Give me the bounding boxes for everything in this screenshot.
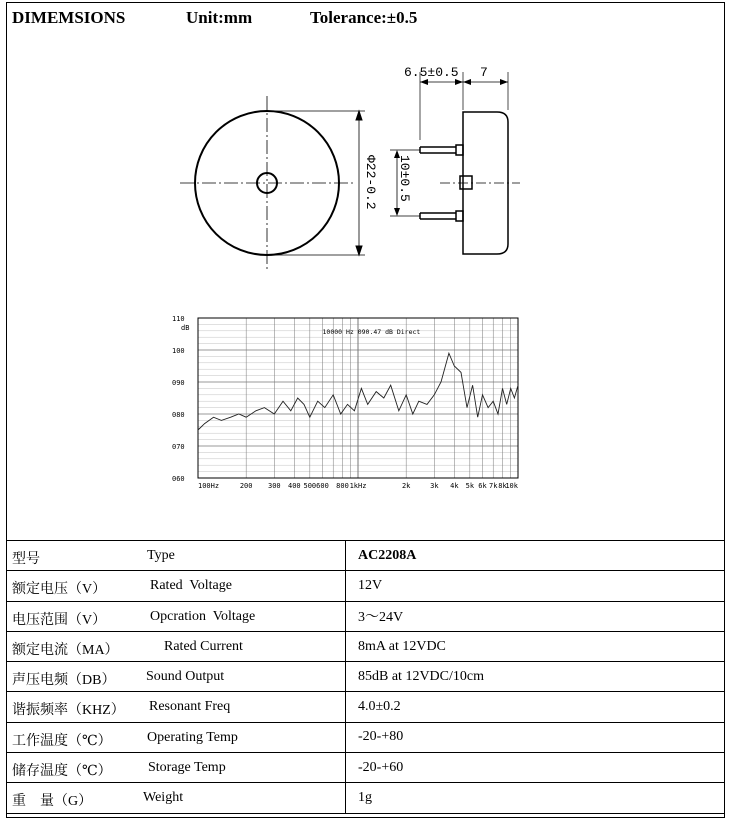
spec-label-cell — [7, 783, 346, 813]
spec-value: -20-+60 — [346, 753, 725, 783]
y-tick-label: 060 — [172, 475, 185, 483]
spec-table — [6, 540, 725, 814]
dimensions-title: DIMEMSIONS — [12, 8, 126, 27]
spec-label-cell — [7, 692, 346, 722]
spec-label-en: Type — [147, 548, 175, 563]
x-tick-label: 600 — [316, 482, 329, 490]
x-tick-label: 4k — [450, 482, 459, 490]
spec-row — [7, 662, 725, 692]
unit-label: Unit:mm — [186, 8, 253, 27]
spec-label-en: Opcration Voltage — [150, 608, 256, 624]
chart-note: 10000 Hz 090.47 dB Direct — [322, 328, 421, 336]
spec-value: 1g — [346, 783, 725, 813]
pin-spacing-dimension: 10±0.5 — [397, 155, 412, 202]
y-tick-label: 080 — [172, 411, 185, 419]
spec-label-en: Sound Output — [146, 669, 225, 685]
spec-label-cn: 额定电流（MA） — [12, 642, 119, 658]
dimension-drawing — [0, 0, 731, 300]
x-tick-label: 800 — [336, 482, 349, 490]
x-tick-label: 7k — [488, 482, 498, 490]
pin-offset-dimension: 6.5±0.5 — [404, 65, 459, 80]
spec-label-cn: 声压电频（DB） — [12, 673, 116, 689]
spec-label-en: Storage Temp — [148, 760, 226, 776]
spec-value: 85dB at 12VDC/10cm — [346, 662, 725, 692]
spec-label-en: Weight — [143, 790, 184, 806]
spec-row — [7, 722, 725, 752]
spec-label-cn: 电压范围（V） — [12, 612, 107, 628]
spec-row — [7, 601, 725, 631]
x-tick-label: 5k — [465, 482, 475, 490]
y-tick-label: 070 — [172, 443, 185, 451]
spec-label-cell — [7, 753, 346, 783]
frequency-response-chart — [170, 310, 530, 495]
tolerance-label: Tolerance:±0.5 — [310, 8, 418, 27]
spec-label-en: Rated Current — [164, 638, 243, 654]
depth-dimension: 7 — [480, 65, 488, 80]
x-tick-label: 100Hz — [198, 482, 220, 490]
spec-label-cell — [7, 631, 346, 661]
spec-row — [7, 783, 725, 813]
x-tick-label: 2k — [401, 482, 411, 490]
y-tick-label: 090 — [172, 379, 185, 387]
spec-label-cn: 储存温度（℃） — [12, 764, 112, 780]
x-tick-label: 3k — [430, 482, 439, 490]
spec-label-cell — [7, 662, 346, 692]
x-tick-label: 8k — [498, 482, 507, 490]
x-tick-label: 6k — [478, 482, 487, 490]
x-tick-label: 10k — [505, 482, 518, 490]
spec-label-cn: 谐振频率（KHZ） — [12, 703, 125, 719]
spec-row — [7, 692, 725, 722]
x-tick-label: 1kHz — [349, 482, 367, 490]
spec-value: -20-+80 — [346, 722, 725, 752]
x-tick-label: 300 — [268, 482, 281, 490]
spec-value: 3～24V — [346, 601, 725, 631]
spec-label-en: Resonant Freq — [149, 699, 231, 715]
y-tick-label: 110 — [172, 315, 185, 323]
spec-label-cell — [7, 541, 346, 571]
spec-value: 8mA at 12VDC — [346, 631, 725, 661]
spec-row — [7, 541, 725, 571]
spec-label-cn: 型号 — [12, 552, 40, 567]
spec-label-en: Rated Voltage — [150, 578, 232, 594]
spec-row — [7, 571, 725, 601]
y-tick-label: 100 — [172, 347, 185, 355]
spec-value: 4.0±0.2 — [346, 692, 725, 722]
y-axis-label: dB — [181, 324, 190, 332]
spec-label-cn: 重 量（G） — [12, 794, 93, 810]
spec-row — [7, 631, 725, 661]
front-view — [180, 96, 365, 270]
x-tick-label: 400 — [288, 482, 301, 490]
spec-label-cn: 工作温度（℃） — [12, 733, 112, 749]
x-tick-label: 500 — [303, 482, 317, 490]
x-tick-label: 200 — [239, 482, 253, 490]
spec-label-cn: 额定电压（V） — [12, 582, 107, 598]
spec-label-en: Operating Temp — [147, 729, 238, 745]
spec-label-cell — [7, 722, 346, 752]
diameter-dimension: Φ22-0.2 — [363, 155, 378, 210]
spec-row — [7, 753, 725, 783]
spec-value: 12V — [346, 571, 725, 601]
spec-label-cell — [7, 571, 346, 601]
spec-value: AC2208A — [346, 541, 725, 571]
spec-label-cell — [7, 601, 346, 631]
